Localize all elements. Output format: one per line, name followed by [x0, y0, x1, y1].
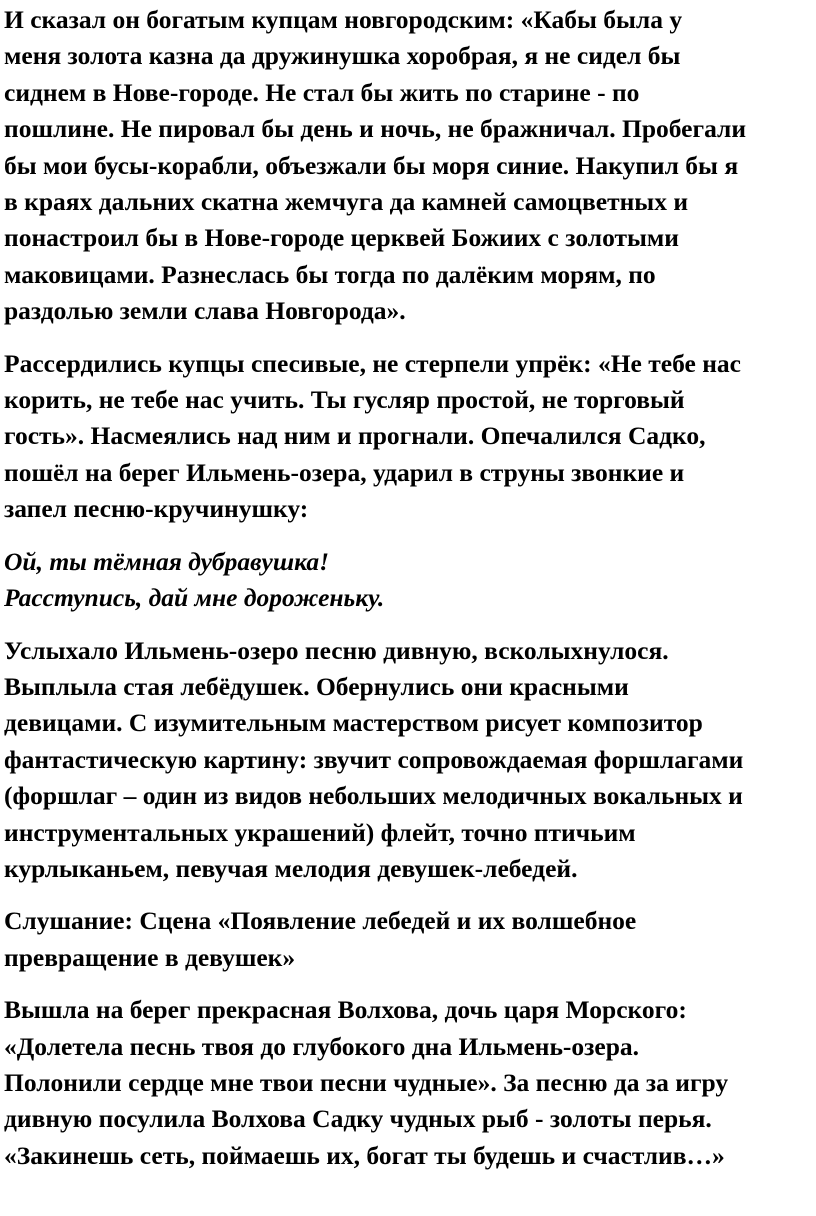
text-line: в краях дальних скатна жемчуга да камней самоцветных и — [4, 187, 689, 217]
text-line: (форшлаг – один из видов небольших мелодичных вокальных и — [4, 781, 743, 811]
paragraph-merchants-speech — [4, 2, 812, 330]
text-line: гость». Насмеялись над ним и прогнали. Опечалился Садко, — [4, 421, 706, 451]
text-line: дивную посулила Волхова Садку чудных рыб - золоты перья. — [4, 1104, 712, 1134]
paragraph-swans — [4, 633, 812, 888]
text-line: фантастическую картину: звучит сопровождаемая форшлагами — [4, 744, 744, 774]
text-line: меня золота казна да дружинушка хоробрая, я не сидел бы — [4, 41, 681, 71]
text-line: Выплыла стая лебёдушек. Обернулись они красными — [4, 671, 629, 701]
paragraph-merchants-anger — [4, 346, 812, 528]
text-line: понастроил бы в Нове-городе церквей Божиих с золотыми — [4, 223, 679, 253]
text-line: пошёл на берег Ильмень-озера, ударил в струны звонкие и — [4, 457, 685, 487]
text-line: Полонили сердце мне твои песни чудные». За песню да за игру — [4, 1067, 729, 1097]
text-line: инструментальных украшений) флейт, точно птичьим — [4, 817, 636, 847]
text-line: запел песню-кручинушку: — [4, 494, 309, 524]
paragraph-listening — [4, 903, 812, 976]
text-line: «Закинешь сеть, поймаешь их, богат ты будешь и счастлив…» — [4, 1140, 725, 1170]
song-verse — [4, 544, 812, 617]
paragraph-volkhova — [4, 992, 812, 1174]
document-page — [0, 2, 816, 1216]
text-line: сиднем в Нове-городе. Не стал бы жить по старине - по — [4, 77, 640, 107]
text-line: Рассердились купцы спесивые, не стерпели упрёк: «Не тебе нас — [4, 348, 741, 378]
text-line: девицами. С изумительным мастерством рисует композитор — [4, 708, 703, 738]
text-line: превращение в девушек» — [4, 942, 296, 972]
text-line: раздолью земли слава Новгорода». — [4, 296, 406, 326]
text-line: Услыхало Ильмень-озеро песню дивную, всколыхнулося. — [4, 635, 669, 665]
text-line: пошлине. Не пировал бы день и ночь, не бражничал. Пробегали — [4, 114, 747, 144]
text-line: корить, не тебе нас учить. Ты гусляр простой, не торговый — [4, 385, 685, 415]
verse-line: Расступись, дай мне дороженьку. — [4, 583, 385, 613]
text-line: Слушание: Сцена «Появление лебедей и их волшебное — [4, 906, 637, 936]
text-line: И сказал он богатым купцам новгородским: «Кабы была у — [4, 5, 683, 34]
verse-line: Ой, ты тёмная дубравушка! — [4, 546, 330, 576]
text-line: курлыканьем, певучая мелодия девушек-лебедей. — [4, 853, 578, 883]
text-line: маковицами. Разнеслась бы тогда по далёким морям, по — [4, 259, 656, 289]
text-line: Вышла на берег прекрасная Волхова, дочь царя Морского: — [4, 995, 687, 1025]
text-line: бы мои бусы-корабли, объезжали бы моря синие. Накупил бы я — [4, 150, 739, 180]
text-line: «Долетела песнь твоя до глубокого дна Ильмень-озера. — [4, 1031, 640, 1061]
